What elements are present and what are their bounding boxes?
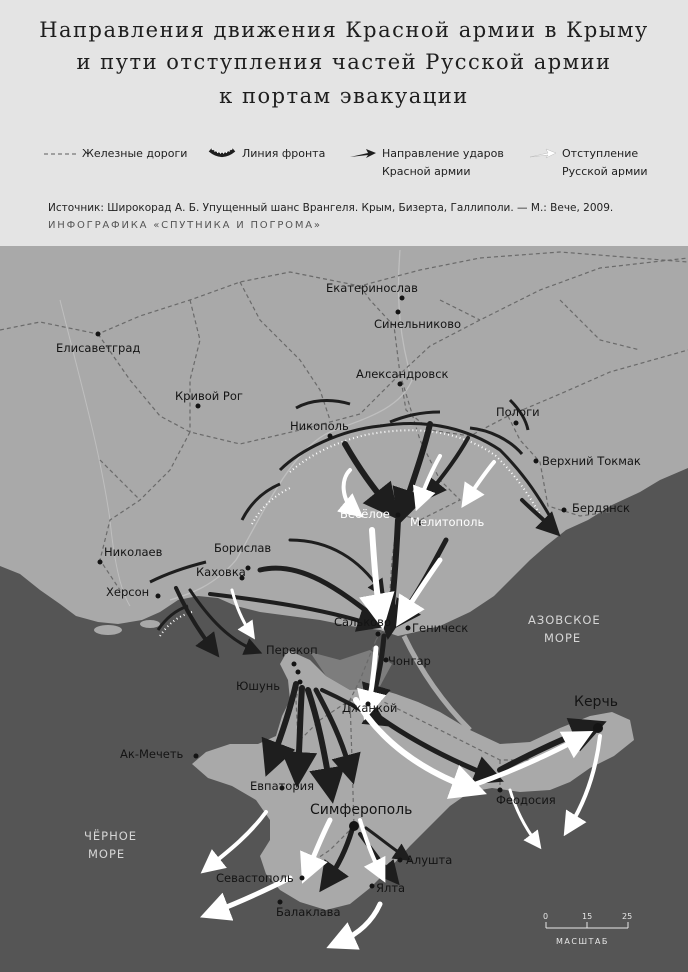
- city-borislav: Борислав: [214, 541, 272, 555]
- island: [140, 620, 160, 628]
- city-feodosiya: Феодосия: [496, 793, 556, 807]
- scale-label: МАСШТАБ: [556, 937, 609, 946]
- island: [94, 625, 122, 635]
- header: [0, 0, 688, 246]
- source-citation: Источник: Широкорад А. Б. Упущенный шанс Врангеля. Крым, Бизерта, Галлиполи. — М.: Вече, 2009.: [48, 202, 614, 214]
- sea-black-label-2: МОРЕ: [88, 847, 126, 861]
- city-evpatoriya: Евпатория: [250, 779, 315, 793]
- legend-railways: Железные дороги: [82, 147, 188, 160]
- city-krivoy-rog: Кривой Рог: [175, 389, 243, 403]
- city-genichesk: Геническ: [412, 621, 469, 635]
- front-line-legend-icon: [208, 146, 236, 160]
- city-salkovo: Сальково: [334, 615, 392, 629]
- city-nikopol: Никополь: [290, 419, 349, 433]
- scale-tick-0: 0: [543, 912, 549, 921]
- city-veseloe: Весёлое: [340, 507, 390, 521]
- city-kherson: Херсон: [106, 585, 150, 599]
- city-elisavetgrad: Елисаветград: [56, 341, 141, 355]
- city-yushun: Юшунь: [236, 679, 281, 693]
- city-nikolaev: Николаев: [104, 545, 163, 559]
- city-pologi: Пологи: [496, 405, 540, 419]
- city-sinelnikovo: Синельниково: [374, 317, 462, 331]
- city-alushta: Алушта: [406, 853, 453, 867]
- legend-front: Линия фронта: [242, 147, 326, 160]
- scale-tick-15: 15: [582, 912, 593, 921]
- city-berdyansk: Бердянск: [572, 501, 630, 515]
- retreat-legend-icon: [530, 148, 556, 160]
- railway-legend-icon: [44, 150, 76, 158]
- city-ekaterinoslav: Екатеринослав: [326, 281, 418, 295]
- red-attack-legend-icon: [350, 148, 376, 160]
- infographic-credit: ИНФОГРАФИКА «СПУТНИКА И ПОГРОМА»: [48, 220, 322, 231]
- legend-red-attack-1: Направление ударов: [382, 147, 504, 160]
- title-line-1: Направления движения Красной армии в Крыму: [39, 18, 649, 42]
- title-line-3: к портам эвакуации: [219, 84, 469, 108]
- scale-tick-25: 25: [622, 912, 633, 921]
- sea-azov-label-1: АЗОВСКОЕ: [528, 613, 601, 627]
- city-perekop: Перекоп: [266, 643, 318, 657]
- map: [0, 246, 688, 972]
- city-balaklava: Балаклава: [276, 905, 341, 919]
- city-melitopol: Мелитополь: [410, 515, 485, 529]
- city-kerch: Керчь: [574, 694, 618, 710]
- city-yalta: Ялта: [376, 881, 406, 895]
- legend-red-attack-2: Красной армии: [382, 165, 471, 178]
- legend-retreat-2: Русской армии: [562, 165, 648, 178]
- legend-retreat-1: Отступление: [562, 147, 639, 160]
- city-ak-mechet: Ак-Мечеть: [120, 747, 184, 761]
- sea-azov-label-2: МОРЕ: [544, 631, 582, 645]
- city-verkhniy-tokmak: Верхний Токмак: [542, 454, 641, 468]
- city-simferopol: Симферополь: [310, 802, 413, 818]
- city-aleksandrovsk: Александровск: [356, 367, 449, 381]
- city-kakhovka: Каховка: [196, 565, 246, 579]
- city-dzhankoy: Джанкой: [342, 701, 398, 715]
- title-line-2: и пути отступления частей Русской армии: [76, 50, 612, 74]
- sea-black-label-1: ЧЁРНОЕ: [84, 829, 138, 843]
- city-chongar: Чонгар: [388, 654, 431, 668]
- city-sevastopol: Севастополь: [216, 871, 294, 885]
